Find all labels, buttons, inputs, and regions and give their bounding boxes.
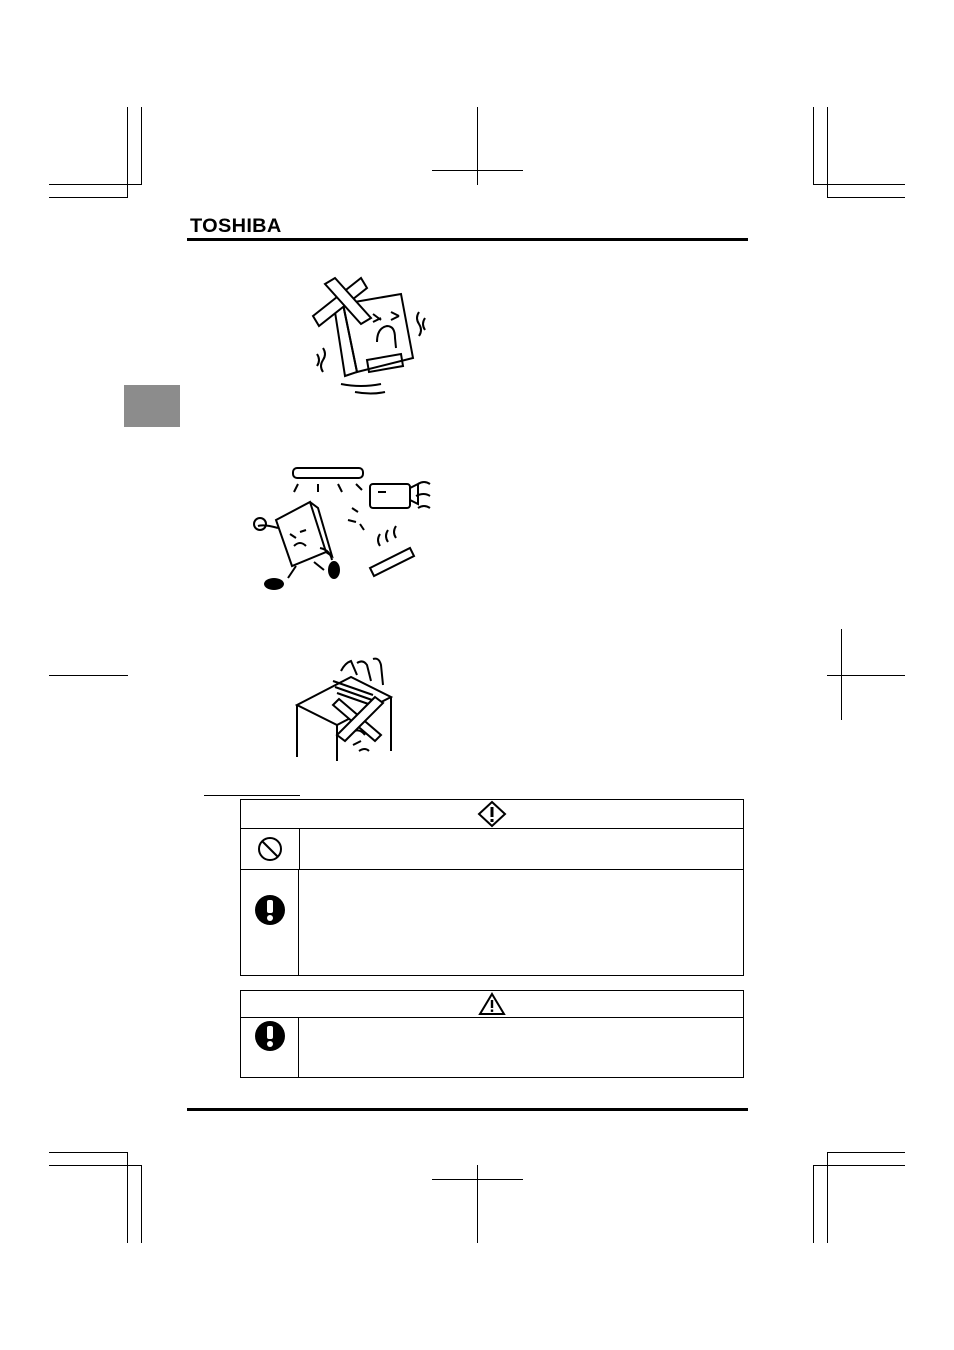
warning-row-prohibited: [241, 829, 743, 869]
warning-box: [240, 799, 744, 976]
mandatory-action-icon: [254, 894, 286, 926]
prohibited-icon: [256, 835, 284, 863]
caution-header: [241, 991, 743, 1018]
warning-row-mandatory: [241, 869, 743, 976]
hands-covering-inverter-illustration: [295, 653, 415, 763]
caution-box: [240, 990, 744, 1078]
diamond-exclamation-icon: [477, 800, 507, 828]
inverter-fleeing-illustration: [248, 462, 438, 592]
section-rule: [204, 795, 300, 796]
mandatory-action-icon: [254, 1020, 286, 1052]
footer-rule: [187, 1108, 748, 1111]
warning-header: [241, 800, 743, 829]
triangle-exclamation-icon: [478, 992, 506, 1016]
header-rule: [187, 238, 748, 241]
caution-row-mandatory: [241, 1018, 743, 1077]
chapter-tab: [124, 385, 180, 427]
brand-logo: TOSHIBA: [190, 216, 282, 237]
inverter-shaking-illustration: [305, 272, 435, 402]
